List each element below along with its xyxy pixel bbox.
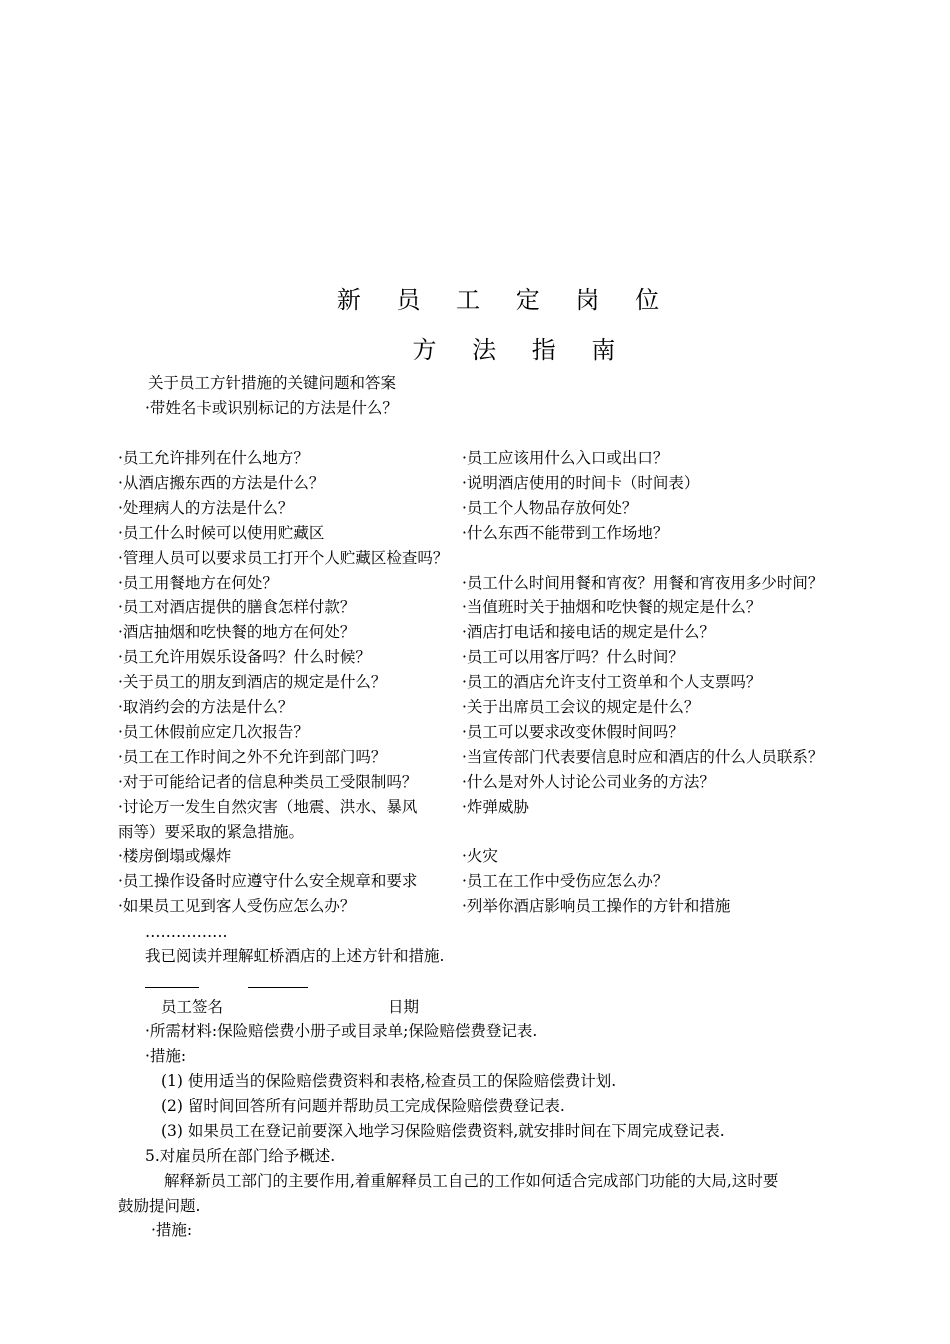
measures-label-2: ·措施: (151, 1221, 193, 1239)
step-1: (1) 使用适当的保险赔偿费资料和表格,检查员工的保险赔偿费计划. (161, 1072, 617, 1090)
question-left: ·讨论万一发生自然灾害（地震、洪水、暴风 (118, 798, 418, 816)
question-left: ·楼房倒塌或爆炸 (118, 847, 232, 865)
question-left: ·关于员工的朋友到酒店的规定是什么？ (118, 673, 387, 691)
question-right: ·炸弹威胁 (462, 798, 529, 816)
question-left: ·如果员工见到客人受伤应怎么办？ (118, 897, 356, 915)
question-left: ·从酒店搬东西的方法是什么？ (118, 474, 325, 492)
question-right: ·关于出席员工会议的规定是什么？ (462, 698, 700, 716)
question-right: ·员工个人物品存放何处？ (462, 499, 638, 517)
question-right: ·什么东西不能带到工作场地？ (462, 524, 669, 542)
intro-text: 关于员工方针措施的关键问题和答案 (148, 374, 397, 392)
question-right: ·说明酒店使用的时间卡（时间表） (462, 474, 700, 492)
question-right: ·员工可以用客厅吗？什么时间？ (462, 648, 684, 666)
question-left: ·员工在工作时间之外不允许到部门吗？ (118, 748, 387, 766)
signature-line (145, 987, 199, 988)
title-line-2: 方 法 指 南 (412, 336, 630, 364)
question-right: ·当宣传部门代表要信息时应和酒店的什么人员联系？ (462, 748, 824, 766)
question-right: ·员工在工作中受伤应怎么办？ (462, 872, 669, 890)
question-right: ·当值班时关于抽烟和吃快餐的规定是什么？ (462, 598, 762, 616)
dots-separator: ……………. (145, 923, 228, 941)
question-right: ·员工应该用什么入口或出口？ (462, 449, 669, 467)
title-line-1: 新 员 工 定 岗 位 (336, 286, 674, 314)
question-right: ·员工的酒店允许支付工资单和个人支票吗？ (462, 673, 762, 691)
question-left: 雨等）要采取的紧急措施。 (118, 823, 305, 841)
paragraph-line-1: 解释新员工部门的主要作用,着重解释员工自己的工作如何适合完成部门功能的大局,这时要 (164, 1172, 779, 1190)
step-3: (3) 如果员工在登记前要深入地学习保险赔偿费资料,就安排时间在下周完成登记表. (161, 1122, 725, 1140)
sign-label: 员工签名 (161, 998, 224, 1016)
question-left: ·酒店抽烟和吃快餐的地方在何处？ (118, 623, 356, 641)
question-left: ·员工允许排列在什么地方？ (118, 449, 309, 467)
question-left: ·管理人员可以要求员工打开个人贮藏区检查吗？ (118, 549, 449, 567)
question-left: ·员工休假前应定几次报告？ (118, 723, 309, 741)
question-left: ·取消约会的方法是什么？ (118, 698, 294, 716)
question-left: ·员工用餐地方在何处？ (118, 574, 278, 592)
first-question: ·带姓名卡或识别标记的方法是什么？ (145, 399, 398, 417)
question-left: ·员工什么时候可以使用贮藏区 (118, 524, 325, 542)
question-right: ·什么是对外人讨论公司业务的方法？ (462, 773, 715, 791)
question-right: ·员工什么时间用餐和宵夜？用餐和宵夜用多少时间？ (462, 574, 824, 592)
date-label: 日期 (388, 998, 420, 1016)
date-line (248, 987, 308, 988)
question-left: ·员工允许用娱乐设备吗？什么时候？ (118, 648, 371, 666)
question-right: ·火灾 (462, 847, 498, 865)
acknowledge-text: 我已阅读并理解虹桥酒店的上述方针和措施. (145, 947, 445, 965)
question-left: ·员工操作设备时应遵守什么安全规章和要求 (118, 872, 418, 890)
question-left: ·处理病人的方法是什么？ (118, 499, 294, 517)
step-2: (2) 留时间回答所有问题并帮助员工完成保险赔偿费登记表. (161, 1097, 565, 1115)
question-left: ·对于可能给记者的信息种类员工受限制吗？ (118, 773, 418, 791)
materials-text: ·所需材料:保险赔偿费小册子或目录单;保险赔偿费登记表. (145, 1022, 538, 1040)
paragraph-line-2: 鼓励提问题. (118, 1197, 201, 1215)
measures-label: ·措施: (145, 1047, 187, 1065)
section-5-heading: 5.对雇员所在部门给予概述. (145, 1147, 336, 1165)
question-right: ·员工可以要求改变休假时间吗？ (462, 723, 684, 741)
question-right: ·列举你酒店影响员工操作的方针和措施 (462, 897, 731, 915)
question-right: ·酒店打电话和接电话的规定是什么？ (462, 623, 715, 641)
question-left: ·员工对酒店提供的膳食怎样付款？ (118, 598, 356, 616)
